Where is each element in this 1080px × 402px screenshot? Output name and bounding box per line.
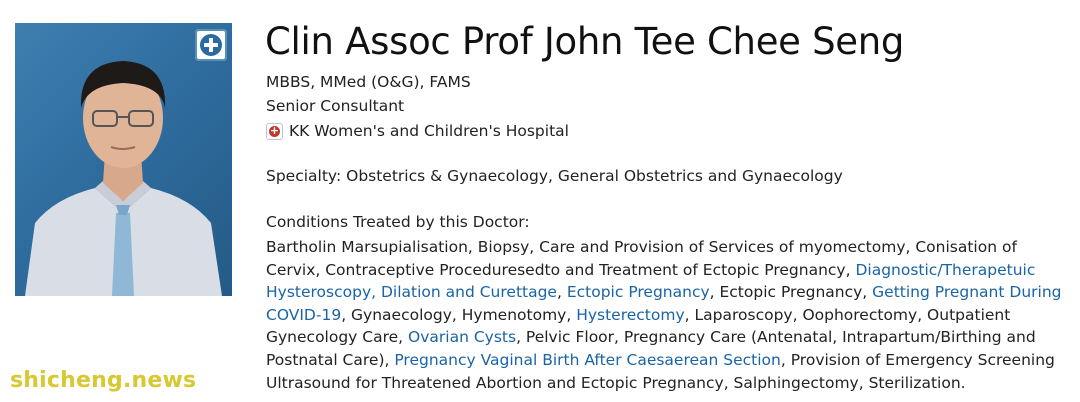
hospital-name: KK Women's and Children's Hospital xyxy=(289,122,569,140)
condition-text: , Pelvic Floor, Pregnancy Care (Antenatal, Intrapartum/Birthing and Postnatal Care), xyxy=(266,328,1036,369)
specialty-text: Specialty: Obstetrics & Gynaecology, General Obstetrics and Gynaecology xyxy=(266,167,843,185)
doctor-title: Senior Consultant xyxy=(266,97,405,115)
watermark-text: shicheng.news xyxy=(10,368,197,393)
hospital-logo-icon xyxy=(266,123,283,140)
condition-text: , Laparoscopy, Oophorectomy, Outpatient Gynecology Care, xyxy=(266,305,1011,347)
conditions-list xyxy=(266,236,1066,394)
condition-link[interactable]: Hysterectomy xyxy=(576,305,685,324)
condition-text: , Gynaecology, Hymenotomy, xyxy=(341,305,577,324)
conditions-heading: Conditions Treated by this Doctor: xyxy=(266,213,530,231)
condition-link[interactable]: Ectopic Pregnancy xyxy=(566,283,710,302)
condition-link[interactable]: Pregnancy Vaginal Birth After Caesaerean Section xyxy=(394,350,781,369)
doctor-photo xyxy=(15,23,232,296)
condition-link[interactable]: Getting Pregnant During COVID-19 xyxy=(266,283,1062,324)
condition-text: , Ectopic Pregnancy, xyxy=(709,283,873,302)
medical-cross-icon xyxy=(195,29,227,61)
condition-link[interactable]: Diagnostic/Therapetuic Hysteroscopy, Dilation and Curettage xyxy=(266,260,1036,302)
doctor-qualifications: MBBS, MMed (O&G), FAMS xyxy=(266,73,471,91)
doctor-portrait-illustration xyxy=(15,23,232,296)
condition-text: , Provision of Emergency Screening Ultrasound for Threatened Abortion and Ectopic Pregnancy, Salphingectomy, Sterilization. xyxy=(266,350,1055,392)
condition-text: Bartholin Marsupialisation, Biopsy, Care and Provision of Services of myomectomy, Conisation of Cervix, Contraceptive Proceduresedto and Treatment of Ectopic Pregnancy, xyxy=(266,238,1017,279)
doctor-name: Clin Assoc Prof John Tee Chee Seng xyxy=(265,20,905,63)
condition-text: , xyxy=(556,283,567,302)
condition-link[interactable]: Ovarian Cysts xyxy=(408,328,517,347)
hospital-link[interactable] xyxy=(266,122,569,140)
